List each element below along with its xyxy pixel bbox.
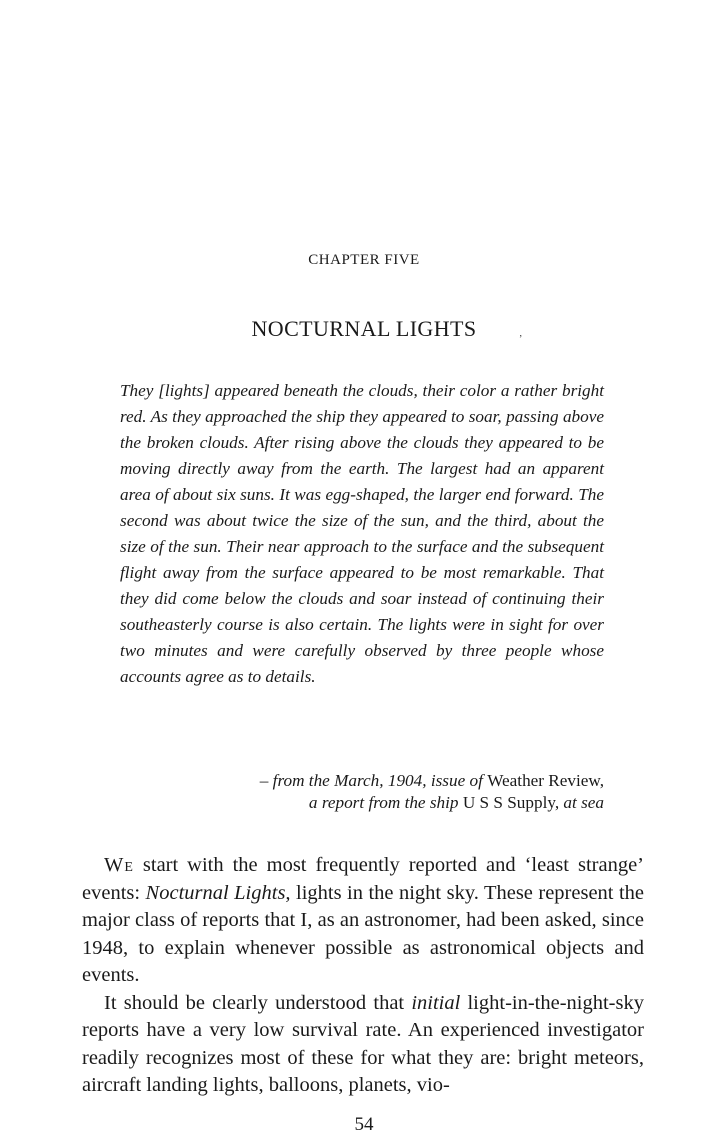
paragraph-2-part-1: It should be clearly understood that (104, 991, 412, 1014)
paragraph-2-emphasis: initial (411, 991, 461, 1014)
page-number: 54 (354, 1114, 374, 1135)
paragraph-lead-word: We (104, 854, 134, 876)
body-paragraph-2 (82, 990, 644, 1100)
epigraph-text: They [lights] appeared beneath the clouds, their color a rather bright red. As they approached the ship they appeared to soar, passing above the broken clouds. After rising above the clouds they appeared to be moving directly away from the earth. The largest had an apparent area of about six suns. It was egg-shaped, the larger end forward. The second was about twice the size of the sun, and the third, about the size of the sun. Their near approach to the surface and the subsequent flight away from the surface appeared to be most remarkable. That they did come below the clouds and soar instead of continuing their southeasterly course is also certain. The lights were in sight for over two minutes and were carefully observed by three people whose accounts agree as to details. (120, 381, 604, 686)
attribution-ship-name: U S S Supply, (462, 793, 560, 812)
attribution-prefix: – from the March, 1904, issue of (259, 771, 483, 790)
body-paragraph-1 (82, 852, 644, 990)
epigraph (120, 378, 604, 690)
attribution-source: Weather Review, (487, 771, 604, 790)
body-text (82, 852, 644, 1100)
stray-mark: ʼ (519, 334, 523, 345)
chapter-label: CHAPTER FIVE (308, 252, 420, 268)
attribution-ship-suffix: at sea (563, 793, 604, 812)
paragraph-1-emphasis: Nocturnal Lights, (145, 881, 291, 904)
paragraph-1-part-2: lights in the night sky. These represent the major class of reports that I, as an astronomer, had been asked, since 1948, to explain whenever possible as astronomical objects and events. (82, 881, 644, 986)
paragraph-1-part-1: start with the most frequently reported and ‘least strange’ events: (82, 854, 644, 904)
chapter-title: NOCTURNAL LIGHTS (251, 316, 477, 341)
paragraph-2-part-2: light-in-the-night-sky reports have a very low survival rate. An experienced investigator readily recognizes most of these for what they are: bright meteors, aircraft landing lights, balloons, planets, vio- (82, 991, 644, 1096)
epigraph-attribution-line-2 (120, 790, 604, 816)
attribution-ship-prefix: a report from the ship (308, 793, 459, 812)
